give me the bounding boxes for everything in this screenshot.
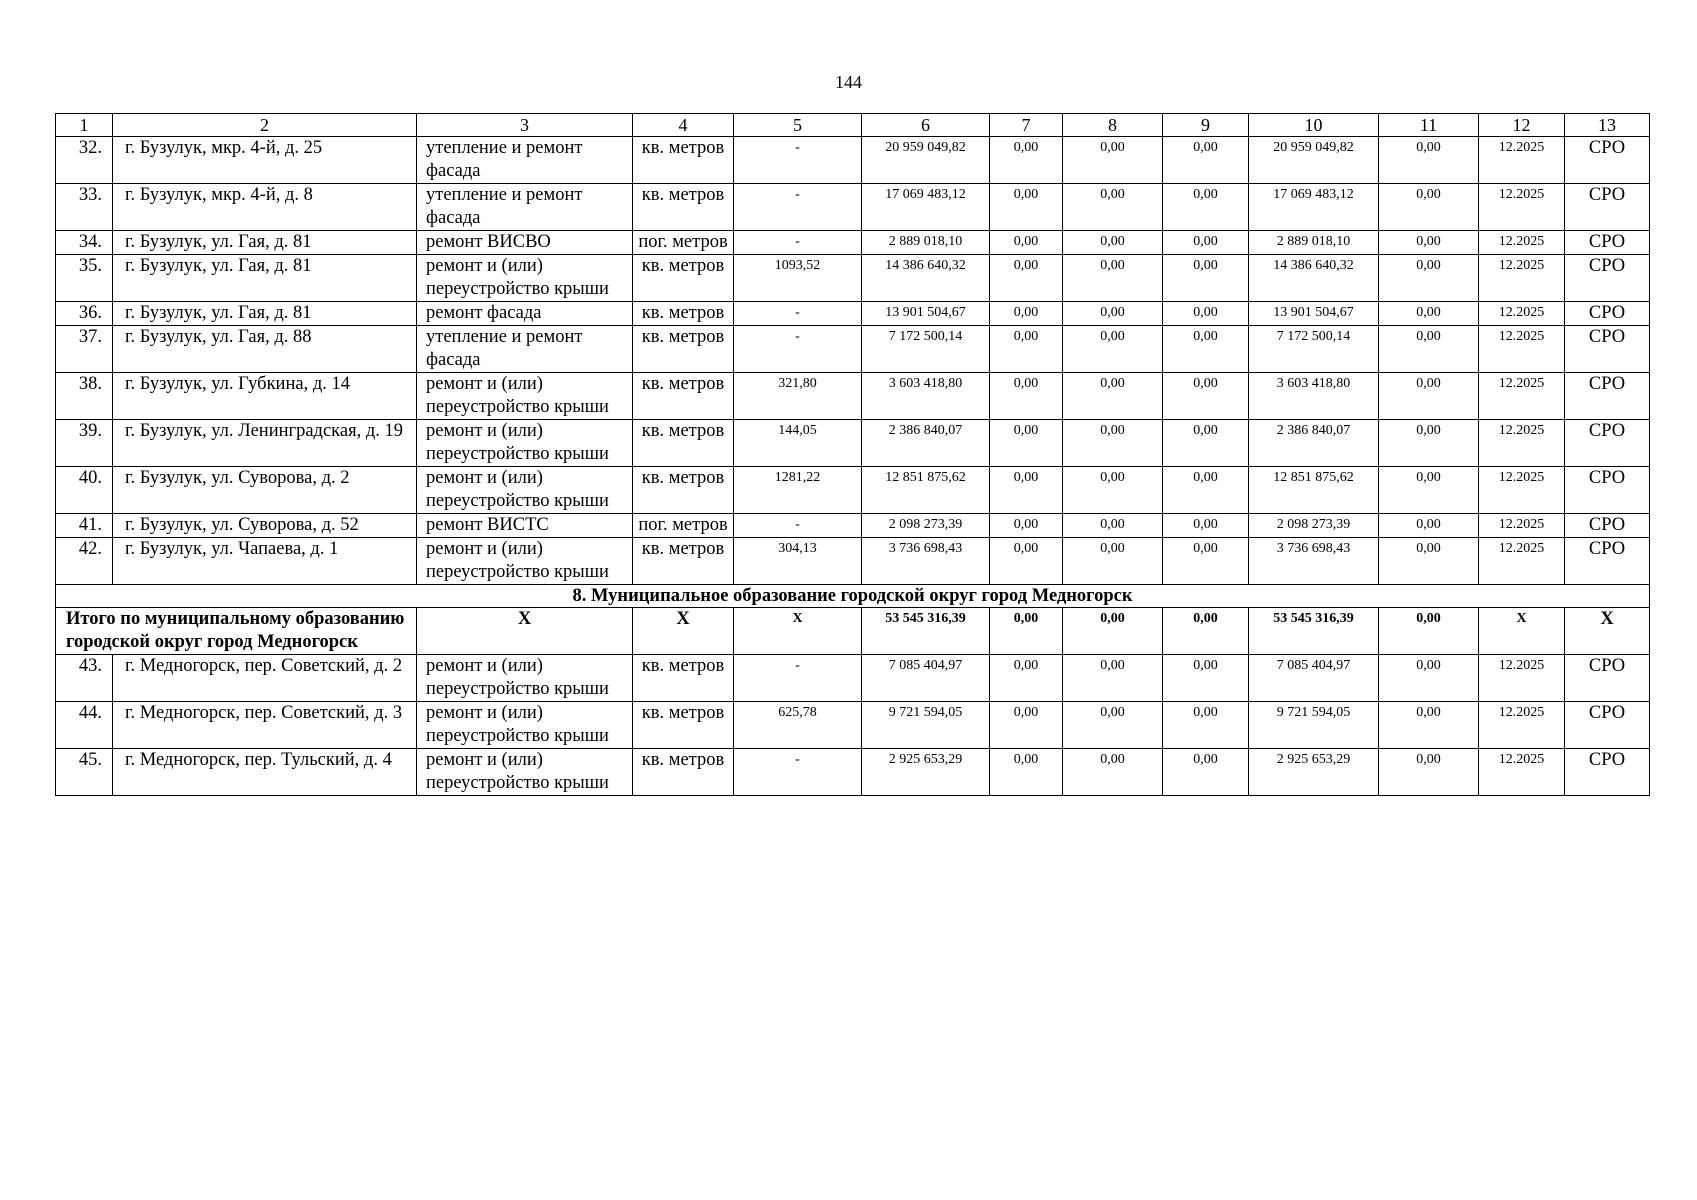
section-row: [56, 585, 1650, 608]
work-type-cell: утепление и ремонт фасада: [417, 326, 633, 373]
column-header: 5: [734, 114, 862, 137]
column-header: 8: [1063, 114, 1163, 137]
cost-fund-cell: 14 386 640,32: [1249, 255, 1379, 302]
unit-cell: пог. метров: [633, 514, 734, 538]
value-cell: 0,00: [990, 137, 1063, 184]
table-body-a: [56, 137, 1650, 585]
value-cell: 0,00: [1163, 373, 1249, 420]
value-cell: 0,00: [990, 373, 1063, 420]
date-cell: 12.2025: [1479, 420, 1565, 467]
row-number: 33.: [56, 184, 113, 231]
value-cell: 0,00: [1379, 373, 1479, 420]
date-cell: 12.2025: [1479, 302, 1565, 326]
method-cell: СРО: [1565, 702, 1650, 749]
total-cell: X: [734, 608, 862, 655]
quantity-cell: 321,80: [734, 373, 862, 420]
address-cell: г. Бузулук, ул. Гая, д. 88: [113, 326, 417, 373]
row-number: 42.: [56, 538, 113, 585]
value-cell: 0,00: [1063, 137, 1163, 184]
work-type-cell: ремонт ВИСВО: [417, 231, 633, 255]
table-row: [56, 326, 1650, 373]
column-header: 1: [56, 114, 113, 137]
cost-total-cell: 2 925 653,29: [862, 749, 990, 796]
value-cell: 0,00: [1063, 514, 1163, 538]
column-header: 7: [990, 114, 1063, 137]
row-number: 36.: [56, 302, 113, 326]
total-cell: 53 545 316,39: [862, 608, 990, 655]
cost-total-cell: 2 098 273,39: [862, 514, 990, 538]
address-cell: г. Бузулук, ул. Гая, д. 81: [113, 255, 417, 302]
work-type-cell: ремонт и (или) переустройство крыши: [417, 702, 633, 749]
row-number: 43.: [56, 655, 113, 702]
address-cell: г. Медногорск, пер. Тульский, д. 4: [113, 749, 417, 796]
unit-cell: кв. метров: [633, 655, 734, 702]
total-cell: 0,00: [990, 608, 1063, 655]
value-cell: 0,00: [1163, 231, 1249, 255]
section-title: 8. Муниципальное образование городской округ город Медногорск: [56, 585, 1650, 608]
row-number: 34.: [56, 231, 113, 255]
unit-cell: кв. метров: [633, 467, 734, 514]
unit-cell: кв. метров: [633, 302, 734, 326]
work-type-cell: ремонт и (или) переустройство крыши: [417, 373, 633, 420]
address-cell: г. Бузулук, ул. Суворова, д. 2: [113, 467, 417, 514]
address-cell: г. Бузулук, ул. Ленинградская, д. 19: [113, 420, 417, 467]
date-cell: 12.2025: [1479, 655, 1565, 702]
value-cell: 0,00: [1163, 655, 1249, 702]
table-row: [56, 184, 1650, 231]
value-cell: 0,00: [990, 749, 1063, 796]
date-cell: 12.2025: [1479, 326, 1565, 373]
address-cell: г. Бузулук, ул. Гая, д. 81: [113, 302, 417, 326]
value-cell: 0,00: [1379, 326, 1479, 373]
address-cell: г. Бузулук, ул. Губкина, д. 14: [113, 373, 417, 420]
cost-total-cell: 13 901 504,67: [862, 302, 990, 326]
quantity-cell: 144,05: [734, 420, 862, 467]
value-cell: 0,00: [1379, 231, 1479, 255]
table-row: [56, 514, 1650, 538]
total-cell: X: [633, 608, 734, 655]
table-body-section: [56, 585, 1650, 655]
value-cell: 0,00: [1063, 326, 1163, 373]
date-cell: 12.2025: [1479, 137, 1565, 184]
cost-fund-cell: 3 736 698,43: [1249, 538, 1379, 585]
total-cell: 0,00: [1063, 608, 1163, 655]
total-cell: 0,00: [1163, 608, 1249, 655]
value-cell: 0,00: [1163, 538, 1249, 585]
value-cell: 0,00: [1063, 302, 1163, 326]
column-header: 3: [417, 114, 633, 137]
value-cell: 0,00: [1163, 702, 1249, 749]
total-cell: X: [1565, 608, 1650, 655]
column-header: 10: [1249, 114, 1379, 137]
cost-fund-cell: 2 925 653,29: [1249, 749, 1379, 796]
total-cell: X: [417, 608, 633, 655]
cost-fund-cell: 20 959 049,82: [1249, 137, 1379, 184]
quantity-cell: -: [734, 231, 862, 255]
method-cell: СРО: [1565, 538, 1650, 585]
cost-fund-cell: 3 603 418,80: [1249, 373, 1379, 420]
column-header: 11: [1379, 114, 1479, 137]
value-cell: 0,00: [1063, 184, 1163, 231]
table-row: [56, 231, 1650, 255]
quantity-cell: -: [734, 749, 862, 796]
value-cell: 0,00: [1063, 373, 1163, 420]
work-type-cell: утепление и ремонт фасада: [417, 184, 633, 231]
method-cell: СРО: [1565, 420, 1650, 467]
quantity-cell: 304,13: [734, 538, 862, 585]
cost-total-cell: 7 172 500,14: [862, 326, 990, 373]
table-row: [56, 702, 1650, 749]
cost-fund-cell: 7 172 500,14: [1249, 326, 1379, 373]
value-cell: 0,00: [1063, 702, 1163, 749]
value-cell: 0,00: [1163, 255, 1249, 302]
unit-cell: кв. метров: [633, 184, 734, 231]
column-header: 9: [1163, 114, 1249, 137]
table-row: [56, 655, 1650, 702]
address-cell: г. Бузулук, мкр. 4-й, д. 25: [113, 137, 417, 184]
capital-repair-table: [55, 113, 1650, 796]
value-cell: 0,00: [1063, 467, 1163, 514]
total-cell: 0,00: [1379, 608, 1479, 655]
table-row: [56, 373, 1650, 420]
value-cell: 0,00: [1379, 137, 1479, 184]
address-cell: г. Медногорск, пер. Советский, д. 2: [113, 655, 417, 702]
value-cell: 0,00: [990, 420, 1063, 467]
quantity-cell: -: [734, 302, 862, 326]
table-row: [56, 467, 1650, 514]
table-row: [56, 538, 1650, 585]
date-cell: 12.2025: [1479, 538, 1565, 585]
table-body-b: [56, 655, 1650, 796]
cost-fund-cell: 17 069 483,12: [1249, 184, 1379, 231]
table-row: [56, 420, 1650, 467]
work-type-cell: ремонт и (или) переустройство крыши: [417, 255, 633, 302]
work-type-cell: ремонт и (или) переустройство крыши: [417, 420, 633, 467]
work-type-cell: ремонт ВИСТС: [417, 514, 633, 538]
quantity-cell: 1093,52: [734, 255, 862, 302]
cost-total-cell: 3 736 698,43: [862, 538, 990, 585]
cost-total-cell: 20 959 049,82: [862, 137, 990, 184]
unit-cell: кв. метров: [633, 373, 734, 420]
method-cell: СРО: [1565, 373, 1650, 420]
value-cell: 0,00: [1163, 326, 1249, 373]
date-cell: 12.2025: [1479, 514, 1565, 538]
unit-cell: кв. метров: [633, 326, 734, 373]
cost-fund-cell: 13 901 504,67: [1249, 302, 1379, 326]
value-cell: 0,00: [1379, 255, 1479, 302]
row-number: 32.: [56, 137, 113, 184]
address-cell: г. Бузулук, мкр. 4-й, д. 8: [113, 184, 417, 231]
work-type-cell: ремонт и (или) переустройство крыши: [417, 749, 633, 796]
value-cell: 0,00: [1379, 702, 1479, 749]
cost-fund-cell: 12 851 875,62: [1249, 467, 1379, 514]
value-cell: 0,00: [990, 326, 1063, 373]
date-cell: 12.2025: [1479, 467, 1565, 514]
method-cell: СРО: [1565, 749, 1650, 796]
quantity-cell: -: [734, 184, 862, 231]
method-cell: СРО: [1565, 184, 1650, 231]
method-cell: СРО: [1565, 255, 1650, 302]
value-cell: 0,00: [990, 702, 1063, 749]
quantity-cell: 625,78: [734, 702, 862, 749]
row-number: 39.: [56, 420, 113, 467]
unit-cell: кв. метров: [633, 420, 734, 467]
row-number: 40.: [56, 467, 113, 514]
value-cell: 0,00: [1379, 467, 1479, 514]
value-cell: 0,00: [990, 231, 1063, 255]
value-cell: 0,00: [1063, 538, 1163, 585]
cost-total-cell: 17 069 483,12: [862, 184, 990, 231]
total-cell: 53 545 316,39: [1249, 608, 1379, 655]
value-cell: 0,00: [1379, 514, 1479, 538]
method-cell: СРО: [1565, 467, 1650, 514]
column-number-row: [56, 114, 1650, 137]
cost-fund-cell: 7 085 404,97: [1249, 655, 1379, 702]
column-header: 2: [113, 114, 417, 137]
value-cell: 0,00: [1379, 655, 1479, 702]
row-number: 38.: [56, 373, 113, 420]
value-cell: 0,00: [1063, 749, 1163, 796]
address-cell: г. Бузулук, ул. Чапаева, д. 1: [113, 538, 417, 585]
work-type-cell: ремонт и (или) переустройство крыши: [417, 467, 633, 514]
column-header: 4: [633, 114, 734, 137]
total-row: [56, 608, 1650, 655]
row-number: 44.: [56, 702, 113, 749]
date-cell: 12.2025: [1479, 231, 1565, 255]
row-number: 37.: [56, 326, 113, 373]
value-cell: 0,00: [990, 302, 1063, 326]
cost-fund-cell: 2 889 018,10: [1249, 231, 1379, 255]
value-cell: 0,00: [1063, 231, 1163, 255]
total-cell: X: [1479, 608, 1565, 655]
date-cell: 12.2025: [1479, 184, 1565, 231]
value-cell: 0,00: [990, 255, 1063, 302]
row-number: 41.: [56, 514, 113, 538]
unit-cell: кв. метров: [633, 538, 734, 585]
value-cell: 0,00: [1163, 184, 1249, 231]
total-label: Итого по муниципальному образованию городской округ город Медногорск: [56, 608, 417, 655]
work-type-cell: ремонт и (или) переустройство крыши: [417, 538, 633, 585]
value-cell: 0,00: [1163, 749, 1249, 796]
unit-cell: кв. метров: [633, 749, 734, 796]
row-number: 45.: [56, 749, 113, 796]
value-cell: 0,00: [990, 538, 1063, 585]
value-cell: 0,00: [1379, 420, 1479, 467]
cost-total-cell: 9 721 594,05: [862, 702, 990, 749]
value-cell: 0,00: [990, 514, 1063, 538]
method-cell: СРО: [1565, 137, 1650, 184]
value-cell: 0,00: [1163, 420, 1249, 467]
row-number: 35.: [56, 255, 113, 302]
value-cell: 0,00: [1379, 184, 1479, 231]
date-cell: 12.2025: [1479, 373, 1565, 420]
quantity-cell: -: [734, 137, 862, 184]
cost-fund-cell: 9 721 594,05: [1249, 702, 1379, 749]
value-cell: 0,00: [1063, 655, 1163, 702]
cost-total-cell: 2 889 018,10: [862, 231, 990, 255]
work-type-cell: утепление и ремонт фасада: [417, 137, 633, 184]
method-cell: СРО: [1565, 302, 1650, 326]
address-cell: г. Медногорск, пер. Советский, д. 3: [113, 702, 417, 749]
value-cell: 0,00: [1063, 255, 1163, 302]
value-cell: 0,00: [1379, 749, 1479, 796]
quantity-cell: -: [734, 655, 862, 702]
unit-cell: кв. метров: [633, 137, 734, 184]
cost-fund-cell: 2 386 840,07: [1249, 420, 1379, 467]
method-cell: СРО: [1565, 655, 1650, 702]
page-number: 144: [835, 72, 862, 92]
method-cell: СРО: [1565, 514, 1650, 538]
value-cell: 0,00: [1163, 514, 1249, 538]
column-header: 13: [1565, 114, 1650, 137]
quantity-cell: -: [734, 514, 862, 538]
table-row: [56, 137, 1650, 184]
cost-total-cell: 3 603 418,80: [862, 373, 990, 420]
unit-cell: пог. метров: [633, 231, 734, 255]
address-cell: г. Бузулук, ул. Гая, д. 81: [113, 231, 417, 255]
value-cell: 0,00: [1163, 467, 1249, 514]
work-type-cell: ремонт фасада: [417, 302, 633, 326]
value-cell: 0,00: [1163, 137, 1249, 184]
unit-cell: кв. метров: [633, 702, 734, 749]
value-cell: 0,00: [1163, 302, 1249, 326]
quantity-cell: 1281,22: [734, 467, 862, 514]
date-cell: 12.2025: [1479, 702, 1565, 749]
cost-fund-cell: 2 098 273,39: [1249, 514, 1379, 538]
value-cell: 0,00: [1379, 538, 1479, 585]
value-cell: 0,00: [1379, 302, 1479, 326]
address-cell: г. Бузулук, ул. Суворова, д. 52: [113, 514, 417, 538]
value-cell: 0,00: [1063, 420, 1163, 467]
column-header: 12: [1479, 114, 1565, 137]
cost-total-cell: 7 085 404,97: [862, 655, 990, 702]
date-cell: 12.2025: [1479, 749, 1565, 796]
method-cell: СРО: [1565, 231, 1650, 255]
table-row: [56, 255, 1650, 302]
cost-total-cell: 2 386 840,07: [862, 420, 990, 467]
work-type-cell: ремонт и (или) переустройство крыши: [417, 655, 633, 702]
cost-total-cell: 12 851 875,62: [862, 467, 990, 514]
value-cell: 0,00: [990, 655, 1063, 702]
method-cell: СРО: [1565, 326, 1650, 373]
date-cell: 12.2025: [1479, 255, 1565, 302]
unit-cell: кв. метров: [633, 255, 734, 302]
table-row: [56, 749, 1650, 796]
value-cell: 0,00: [990, 467, 1063, 514]
value-cell: 0,00: [990, 184, 1063, 231]
table-row: [56, 302, 1650, 326]
cost-total-cell: 14 386 640,32: [862, 255, 990, 302]
quantity-cell: -: [734, 326, 862, 373]
column-header: 6: [862, 114, 990, 137]
